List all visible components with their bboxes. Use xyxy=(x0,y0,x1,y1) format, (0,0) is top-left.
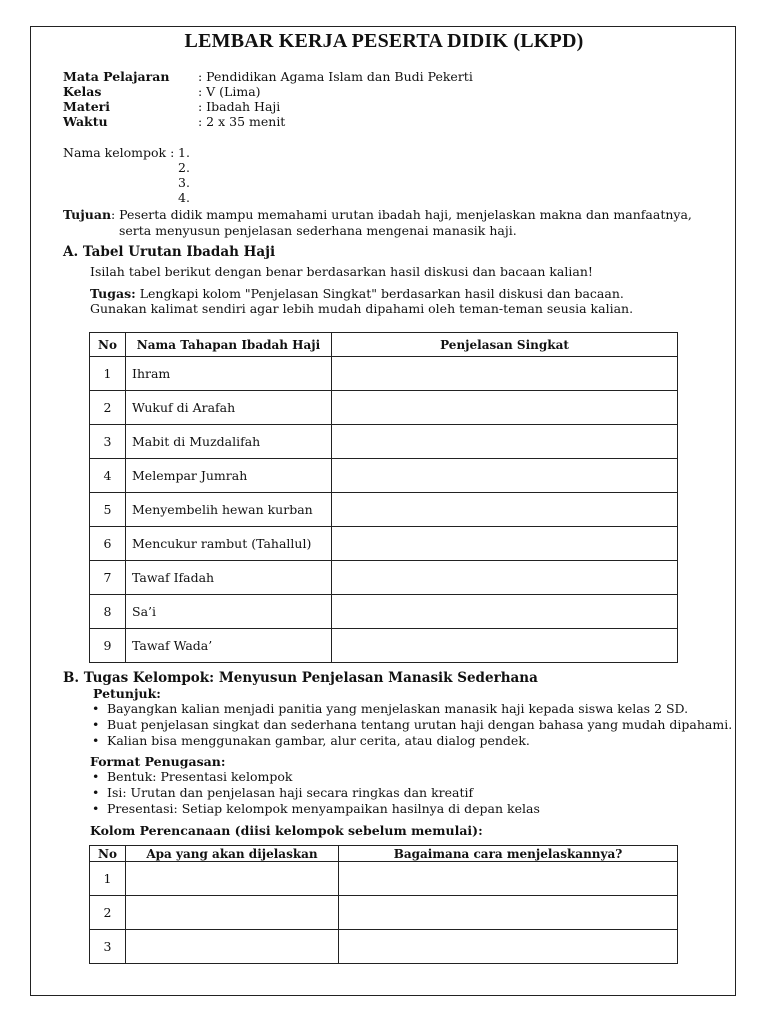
haji-steps-table xyxy=(89,332,678,663)
petunjuk-label: Petunjuk: xyxy=(93,686,161,701)
explanation-cell[interactable] xyxy=(332,425,678,459)
meta-label-class: Kelas xyxy=(63,84,102,99)
section-a-tugas xyxy=(90,286,624,301)
list-item: • Bayangkan kalian menjadi panitia yang menjelaskan manasik haji kepada siswa kelas 2 SD. xyxy=(90,701,732,717)
row-step-name: Sa’i xyxy=(126,595,332,629)
list-item: • Buat penjelasan singkat dan sederhana tentang urutan haji dengan bahasa yang mudah dipahami. xyxy=(90,717,732,733)
list-item: • Bentuk: Presentasi kelompok xyxy=(90,769,540,785)
meta-value-subject: : Pendidikan Agama Islam dan Budi Pekerti xyxy=(198,69,473,84)
explanation-cell[interactable] xyxy=(332,493,678,527)
row-step-name: Wukuf di Arafah xyxy=(126,391,332,425)
table-row xyxy=(90,595,678,629)
list-item: • Isi: Urutan dan penjelasan haji secara ringkas dan kreatif xyxy=(90,785,540,801)
list-item: • Kalian bisa menggunakan gambar, alur cerita, atau dialog pendek. xyxy=(90,733,732,749)
what-cell[interactable] xyxy=(126,930,339,964)
row-no: 3 xyxy=(90,425,126,459)
group-number-1: 1. xyxy=(178,145,190,160)
row-no: 6 xyxy=(90,527,126,561)
meta-label-subject: Mata Pelajaran xyxy=(63,69,170,84)
row-no: 2 xyxy=(90,896,126,930)
explanation-cell[interactable] xyxy=(332,527,678,561)
explanation-cell[interactable] xyxy=(332,629,678,663)
col-header-step-name: Nama Tahapan Ibadah Haji xyxy=(126,333,332,357)
row-no: 5 xyxy=(90,493,126,527)
col-header-explanation: Penjelasan Singkat xyxy=(332,333,678,357)
table-row xyxy=(90,930,678,964)
col-header-no: No xyxy=(90,846,126,862)
tugas-label: Tugas: xyxy=(90,286,136,301)
group-number-3: 3. xyxy=(178,175,190,190)
meta-value-class: : V (Lima) xyxy=(198,84,261,99)
row-step-name: Menyembelih hewan kurban xyxy=(126,493,332,527)
how-cell[interactable] xyxy=(339,862,678,896)
row-no: 7 xyxy=(90,561,126,595)
kolom-perencanaan-label: Kolom Perencanaan (diisi kelompok sebelum memulai): xyxy=(90,823,483,838)
group-label: Nama kelompok : xyxy=(63,145,175,160)
how-cell[interactable] xyxy=(339,930,678,964)
row-no: 1 xyxy=(90,862,126,896)
col-header-what: Apa yang akan dijelaskan xyxy=(126,846,339,862)
table-row xyxy=(90,459,678,493)
table-row xyxy=(90,629,678,663)
table-row xyxy=(90,357,678,391)
row-step-name: Mabit di Muzdalifah xyxy=(126,425,332,459)
table-header-row xyxy=(90,846,678,862)
meta-value-time: : 2 x 35 menit xyxy=(198,114,286,129)
explanation-cell[interactable] xyxy=(332,459,678,493)
meta-label-time: Waktu xyxy=(63,114,108,129)
row-no: 8 xyxy=(90,595,126,629)
section-b-heading: B. Tugas Kelompok: Menyusun Penjelasan Manasik Sederhana xyxy=(63,670,538,686)
row-no: 9 xyxy=(90,629,126,663)
row-no: 1 xyxy=(90,357,126,391)
group-number-2: 2. xyxy=(178,160,190,175)
tujuan-line-2: serta menyusun penjelasan sederhana mengenai manasik haji. xyxy=(119,223,517,238)
petunjuk-list xyxy=(90,701,732,749)
row-no: 3 xyxy=(90,930,126,964)
table-row xyxy=(90,561,678,595)
row-no: 4 xyxy=(90,459,126,493)
col-header-how: Bagaimana cara menjelaskannya? xyxy=(339,846,678,862)
meta-label-material: Materi xyxy=(63,99,110,114)
explanation-cell[interactable] xyxy=(332,595,678,629)
row-step-name: Tawaf Wada’ xyxy=(126,629,332,663)
col-header-no: No xyxy=(90,333,126,357)
tujuan-line-1: : Peserta didik mampu memahami urutan ibadah haji, menjelaskan makna dan manfaatnya, xyxy=(111,207,692,222)
how-cell[interactable] xyxy=(339,896,678,930)
tujuan-label: Tujuan xyxy=(63,207,112,222)
row-no: 2 xyxy=(90,391,126,425)
page-title: LEMBAR KERJA PESERTA DIDIK (LKPD) xyxy=(184,30,584,52)
row-step-name: Melempar Jumrah xyxy=(126,459,332,493)
row-step-name: Tawaf Ifadah xyxy=(126,561,332,595)
table-row xyxy=(90,862,678,896)
explanation-cell[interactable] xyxy=(332,561,678,595)
row-step-name: Mencukur rambut (Tahallul) xyxy=(126,527,332,561)
format-label: Format Penugasan: xyxy=(90,754,226,769)
table-row xyxy=(90,896,678,930)
meta-value-material: : Ibadah Haji xyxy=(198,99,281,114)
table-row xyxy=(90,425,678,459)
table-row xyxy=(90,391,678,425)
table-row xyxy=(90,527,678,561)
planning-table xyxy=(89,845,678,964)
list-item: • Presentasi: Setiap kelompok menyampaikan hasilnya di depan kelas xyxy=(90,801,540,817)
group-number-4: 4. xyxy=(178,190,190,205)
tugas-text: Lengkapi kolom "Penjelasan Singkat" berdasarkan hasil diskusi dan bacaan. xyxy=(135,286,624,301)
format-list xyxy=(90,769,540,817)
explanation-cell[interactable] xyxy=(332,357,678,391)
what-cell[interactable] xyxy=(126,862,339,896)
row-step-name: Ihram xyxy=(126,357,332,391)
section-a-tugas-line-2: Gunakan kalimat sendiri agar lebih mudah dipahami oleh teman-teman seusia kalian. xyxy=(90,301,634,316)
table-header-row xyxy=(90,333,678,357)
section-a-heading: A. Tabel Urutan Ibadah Haji xyxy=(63,244,276,260)
explanation-cell[interactable] xyxy=(332,391,678,425)
table-row xyxy=(90,493,678,527)
what-cell[interactable] xyxy=(126,896,339,930)
section-a-instruction: Isilah tabel berikut dengan benar berdasarkan hasil diskusi dan bacaan kalian! xyxy=(90,264,593,279)
